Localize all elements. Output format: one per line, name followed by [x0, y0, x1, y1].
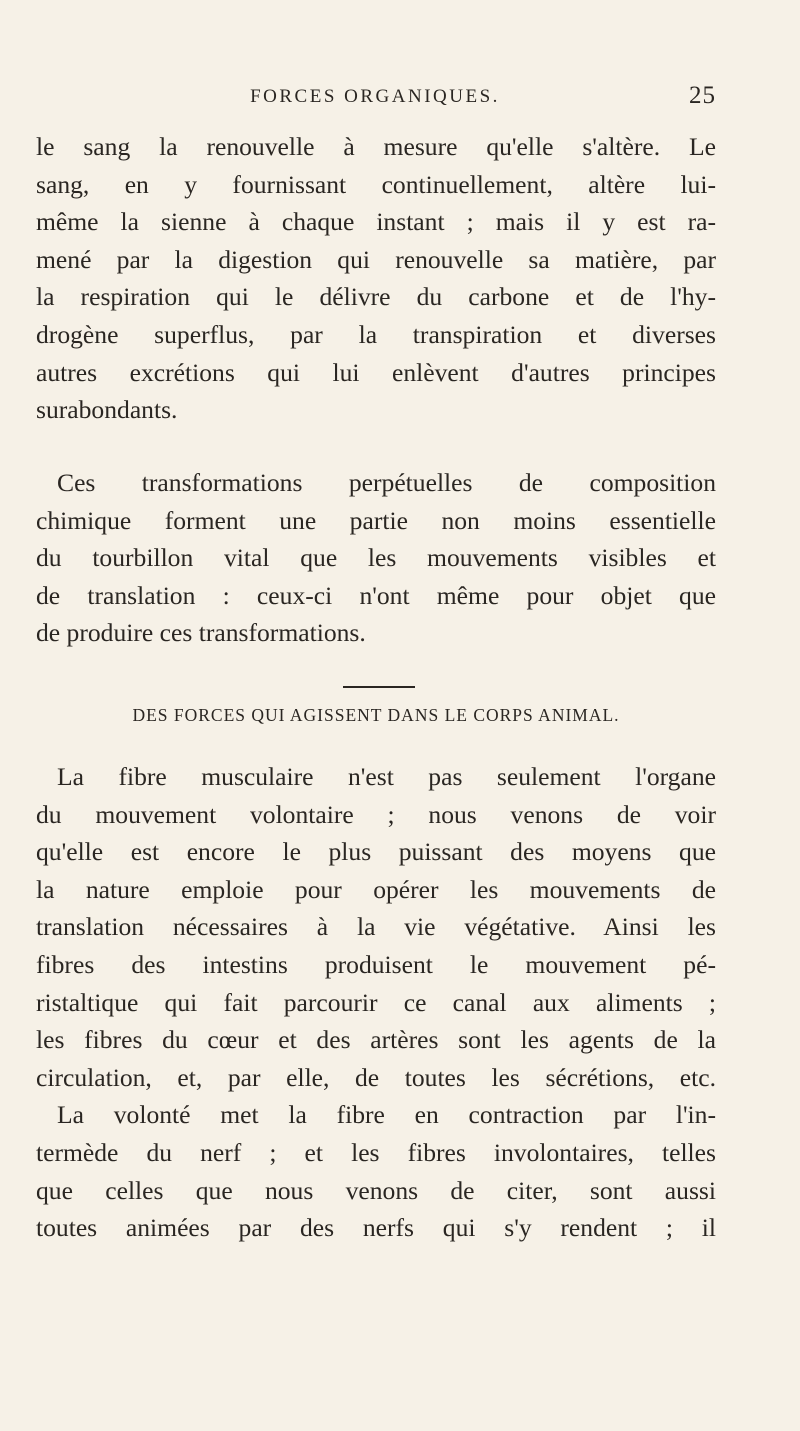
paragraph: [36, 758, 716, 1247]
text-line: translation nécessaires à la vie végétative. Ainsi les: [36, 912, 716, 942]
text-line: termède du nerf ; et les fibres involontaires, telles: [36, 1137, 716, 1167]
text-line: ristaltique qui fait parcourir ce canal aux aliments ;: [36, 987, 716, 1017]
text-line: sang, en y fournissant continuellement, altère lui-: [36, 169, 716, 199]
text-line: La fibre musculaire n'est pas seulement l'organe: [57, 762, 716, 791]
page-number: 25: [689, 82, 716, 109]
text-line: les fibres du cœur et des artères sont les agents de la: [36, 1025, 716, 1055]
running-title: FORCES ORGANIQUES.: [250, 86, 500, 107]
text-line: surabondants.: [36, 395, 178, 425]
text-line: qu'elle est encore le plus puissant des moyens que: [36, 837, 716, 867]
text-line: drogène superflus, par la transpiration et diverses: [36, 319, 716, 349]
text-line: fibres des intestins produisent le mouvement pé-: [36, 949, 716, 979]
running-head: [34, 82, 716, 114]
text-line: de produire ces transformations.: [36, 618, 366, 648]
text-line: de translation : ceux-ci n'ont même pour objet que: [36, 580, 716, 610]
text-line: toutes animées par des nerfs qui s'y rendent ; il: [36, 1213, 716, 1243]
section-divider: [343, 686, 415, 688]
text-line: chimique forment une partie non moins essentielle: [36, 505, 716, 535]
text-line: autres excrétions qui lui enlèvent d'autres principes: [36, 357, 716, 387]
text-line: mené par la digestion qui renouvelle sa matière, par: [36, 244, 716, 274]
paragraph-continuation: [36, 128, 716, 429]
text-line: la respiration qui le délivre du carbone et de l'hy-: [36, 282, 716, 312]
text-line: du mouvement volontaire ; nous venons de voir: [36, 799, 716, 829]
text-line: même la sienne à chaque instant ; mais il y est ra-: [36, 207, 716, 237]
text-line: du tourbillon vital que les mouvements visibles et: [36, 543, 716, 573]
text-line: que celles que nous venons de citer, sont aussi: [36, 1175, 716, 1205]
paragraph: [36, 464, 716, 652]
text-line: La volonté met la fibre en contraction par l'in-: [57, 1100, 716, 1130]
text-line: le sang la renouvelle à mesure qu'elle s'altère. Le: [36, 132, 716, 161]
section-heading: DES FORCES QUI AGISSENT DANS LE CORPS ANIMAL.: [132, 705, 620, 725]
text-line: circulation, et, par elle, de toutes les sécrétions, etc.: [36, 1062, 716, 1092]
text-line: Ces transformations perpétuelles de composition: [57, 468, 716, 497]
text-line: la nature emploie pour opérer les mouvements de: [36, 874, 716, 904]
